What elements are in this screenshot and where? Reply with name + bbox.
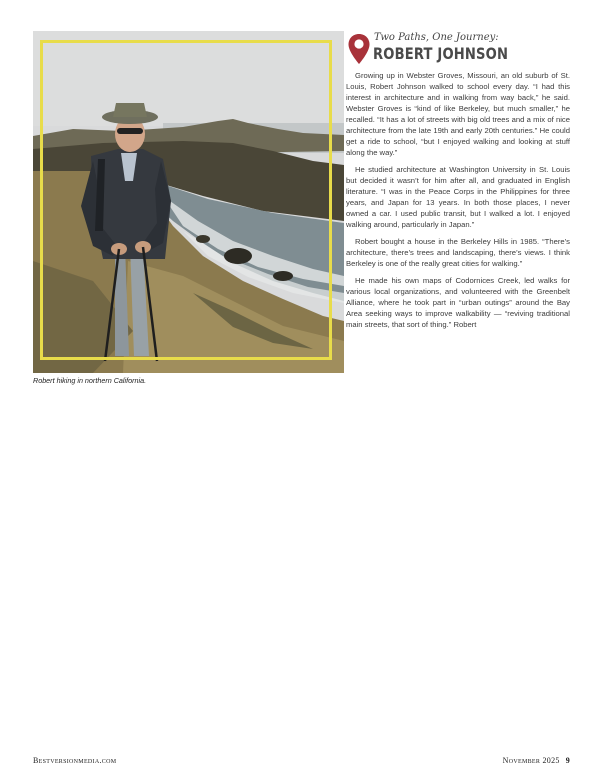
photo-caption: Robert hiking in northern California.	[33, 376, 147, 385]
article-kicker: Two Paths, One Journey:	[374, 32, 499, 43]
article-photo	[33, 31, 344, 373]
footer-issue: November 2025	[502, 756, 560, 765]
yellow-photo-frame	[40, 40, 332, 360]
article-headline: ROBERT JOHNSON	[373, 44, 509, 63]
article-paragraph: He studied architecture at Washington University in St. Louis but decided it wasn’t for him after all, and graduated in English literature. “I was in the Peace Corps in the Philippines for three years, and Japan for 13 years. In both those places, I never owned a car. I used public transit, but I walked a lot. I enjoyed walking around, particularly in Japan.”	[346, 165, 570, 229]
article-paragraph: Growing up in Webster Groves, Missouri, an old suburb of St. Louis, Robert Johnson walked to school every day. “I had this interest in architecture and in walking from way back,” he said. Webster Groves is “kind of like Berkeley, but much smaller,” he recalled. “It has a lot of streets with big old trees and a mix of nice architecture from the late 19th and early 20th centuries.” He could get a ride to school, “but I enjoyed walking and looking at stuff along the way.”	[346, 71, 570, 157]
article-body	[346, 70, 570, 336]
footer-site: Bestversionmedia.com	[33, 756, 117, 765]
page-number: 9	[565, 756, 570, 765]
article-paragraph: He made his own maps of Codornices Creek, led walks for various local organizations, and volunteered with the Greenbelt Alliance, where he took part in “urban outings” around the Bay Area seeking ways to improve walkability — “reviving traditional main streets, that sort of thing.” Robert	[346, 276, 570, 329]
article-paragraph: Robert bought a house in the Berkeley Hills in 1985. “There’s architecture, there’s trees and landscaping, there’s views. I think Berkeley is one of the really great cities for walking.”	[346, 237, 570, 268]
map-pin-icon	[347, 33, 371, 65]
footer-issue-page	[503, 756, 570, 765]
